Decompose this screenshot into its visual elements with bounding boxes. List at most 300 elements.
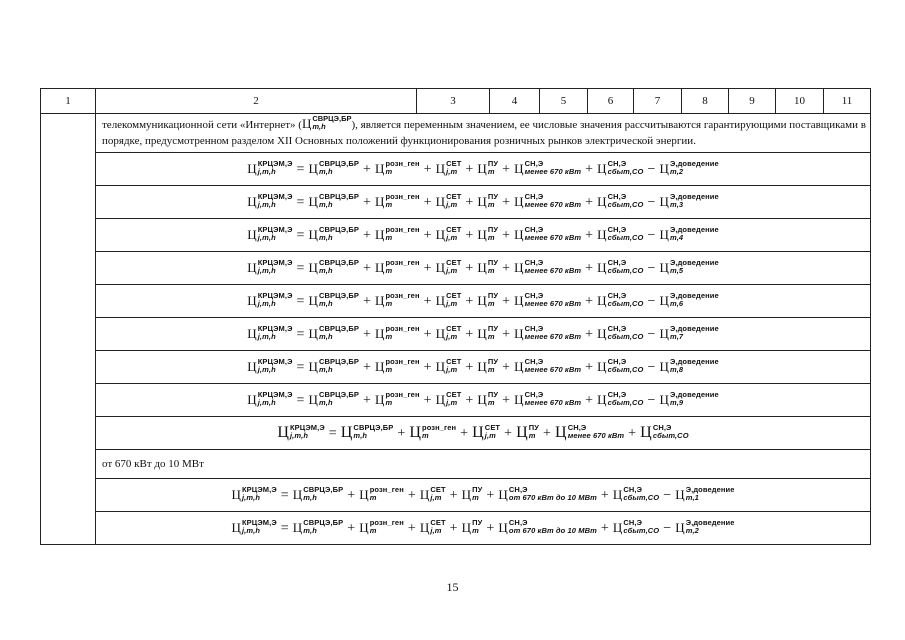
price-letter: Ц [374,392,385,407]
subscript: m,6 [669,299,684,308]
price-formula [247,161,719,178]
price-letter: Ц [308,161,319,176]
price-letter: Ц [659,194,669,209]
superscript: СЕТ [446,192,462,201]
operator: + [585,195,594,210]
subscript: m [487,233,495,242]
price-letter: Ц [340,424,353,441]
superscript: СВРЦЭ,БР [319,357,359,366]
price-letter: Ц [477,392,487,407]
subscript: j,m,h [257,365,276,374]
sales-markup-term [597,260,643,276]
page-number: 15 [446,580,459,594]
wholesale-price-term [309,293,359,309]
price-letter: Ц [514,161,524,176]
price-letter: Ц [435,161,446,176]
operator: = [296,195,305,210]
superscript: СН,Э [524,291,544,300]
operator: + [362,162,371,177]
adjustment-term [659,260,718,276]
subscript: m [385,365,393,374]
operator: − [647,195,656,210]
price-letter: Ц [675,520,685,535]
wholesale-price-term [293,520,343,536]
price-letter: Ц [374,326,385,341]
operator: + [504,426,513,441]
subscript: j,m [446,299,458,308]
intro-text-after: ), является переменным значением, ее числовые значения рассчитываются гарантирующими поставщиками в порядке, предусмотренном разделом XII Основных положений функционирования розничных рынков электрической энергии. [102,119,866,147]
price-letter: Ц [435,359,446,374]
superscript: Э,доведение [685,485,735,494]
wholesale-price-term [309,392,359,408]
operator: + [423,327,432,342]
subscript: сбыт,СО [607,398,644,407]
operator: + [502,261,511,276]
superscript: СЕТ [430,518,446,527]
price-letter: Ц [659,326,669,341]
network-term [420,520,446,536]
column-header-7: 7 [634,89,682,114]
price-letter: Ц [435,293,446,308]
superscript: СН,Э [607,258,627,267]
superscript: Э,доведение [685,518,735,527]
price-formula [232,520,735,537]
price-letter: Ц [308,326,319,341]
price-letter: Ц [659,359,669,374]
operator: + [362,195,371,210]
price-letter: Ц [308,227,319,242]
metering-term [477,359,498,375]
operator: = [280,521,289,536]
superscript: Э,доведение [669,357,719,366]
price-letter: Ц [292,520,303,535]
superscript: ПУ [487,258,499,267]
subscript: m,7 [669,332,684,341]
superscript: КРЦЭМ,Э [290,423,325,432]
price-letter: Ц [308,392,319,407]
operator: + [407,521,416,536]
subscript: j,m,h [257,398,276,407]
retail-generation-term [375,194,420,210]
superscript: СЕТ [446,390,462,399]
retail-generation-term [375,326,420,342]
sales-markup-term [613,487,659,503]
superscript: розн_ген [385,258,420,267]
price-letter: Ц [477,359,487,374]
price-letter: Ц [247,293,257,308]
price-letter: Ц [435,194,446,209]
operator: − [647,294,656,309]
operator: + [423,360,432,375]
superscript: СН,Э [607,324,627,333]
metering-term [462,487,483,503]
subscript: m [422,431,429,440]
operator: + [465,393,474,408]
subscript: m [487,365,495,374]
price-formula [247,194,719,211]
subscript: j,m [446,167,458,176]
price-letter: Ц [374,359,385,374]
subscript: m,h [303,493,317,502]
price-letter: Ц [514,194,524,209]
superscript: СВРЦЭ,БР [319,324,359,333]
superscript: СВРЦЭ,БР [319,258,359,267]
adjustment-term [659,392,718,408]
adjustment-term [659,194,718,210]
price-letter: Ц [612,487,623,502]
superscript: ПУ [487,357,499,366]
subscript: j,m [430,493,442,502]
network-term [436,260,462,276]
price-letter: Ц [498,520,508,535]
superscript: розн_ген [369,518,404,527]
price-letter: Ц [659,260,669,275]
subscript: j,m,h [290,431,309,440]
subscript: m [369,526,377,535]
operator: + [423,195,432,210]
wholesale-price-term [309,161,359,177]
subscript: m,3 [669,200,684,209]
column-header-11: 11 [824,89,871,114]
capacity-category-term [555,424,624,442]
subscript: m,h [319,299,333,308]
column-header-4: 4 [490,89,540,114]
lhs-term [232,520,277,536]
operator: + [585,261,594,276]
price-formula [247,260,719,277]
superscript: СЕТ [446,291,462,300]
price-letter: Ц [374,161,385,176]
price-letter: Ц [675,487,685,502]
column-header-9: 9 [729,89,776,114]
price-formula [247,326,719,343]
price-formula [247,293,719,310]
operator: + [407,488,416,503]
operator: − [647,228,656,243]
price-letter: Ц [640,424,652,441]
price-letter: Ц [612,520,623,535]
operator: + [502,360,511,375]
operator: + [543,426,552,441]
superscript: СН,Э [607,159,627,168]
capacity-category-term [514,161,581,177]
lhs-term [277,424,324,442]
capacity-category-term [498,487,596,503]
superscript: Э,доведение [669,258,719,267]
intro-text-row [41,114,871,153]
superscript: СН,Э [607,192,627,201]
subscript: m [369,493,377,502]
price-letter: Ц [308,293,319,308]
adjustment-term [675,487,734,503]
metering-term [477,392,498,408]
operator: + [347,521,356,536]
operator: + [628,426,637,441]
subscript: j,m,h [257,299,276,308]
subscript: m,5 [669,266,684,275]
network-term [436,326,462,342]
retail-generation-term [359,520,404,536]
subscript: m,4 [669,233,684,242]
subscript: от 670 кВт до 10 МВт [508,526,597,535]
capacity-category-term [514,194,581,210]
operator: + [585,360,594,375]
superscript: ПУ [528,423,540,432]
operator: = [328,426,337,441]
price-letter: Ц [477,227,487,242]
subscript: m [472,526,479,535]
superscript: СН,Э [623,485,643,494]
price-letter: Ц [477,293,487,308]
sales-markup-term [597,359,643,375]
formula-row-5 [41,285,871,318]
price-letter: Ц [659,293,669,308]
subscript: m [385,299,393,308]
superscript: СВРЦЭ,БР [353,423,394,432]
formula-row-10 [41,512,871,545]
price-letter: Ц [247,194,257,209]
price-letter: Ц [435,260,446,275]
subscript: m,h [353,431,368,440]
empty-first-column-cell [41,114,96,545]
subscript: менее 670 кВт [567,431,625,440]
superscript: КРЦЭМ,Э [257,390,293,399]
subscript: j,m [446,332,458,341]
superscript: СН,Э [607,225,627,234]
price-letter: Ц [477,326,487,341]
capacity-category-term [514,293,581,309]
subscript: сбыт,СО [607,365,644,374]
superscript: ПУ [487,291,499,300]
lhs-term [247,194,292,210]
superscript: КРЦЭМ,Э [257,291,293,300]
price-letter: Ц [516,424,528,441]
retail-generation-term [359,487,404,503]
column-header-5: 5 [540,89,588,114]
price-letter: Ц [597,392,607,407]
superscript: розн_ген [385,192,420,201]
price-letter: Ц [435,326,446,341]
retail-generation-term [375,161,420,177]
price-letter: Ц [659,227,669,242]
operator: + [502,393,511,408]
subscript: j,m,h [257,200,276,209]
price-letter: Ц [597,161,607,176]
subscript: j,m [484,431,496,440]
wholesale-price-term [309,227,359,243]
operator: − [663,488,672,503]
retail-generation-term [375,260,420,276]
superscript: ПУ [487,324,499,333]
subscript: менее 670 кВт [524,332,582,341]
price-letter: Ц [659,392,669,407]
subscript: m,h [319,365,333,374]
operator: + [423,162,432,177]
price-letter: Ц [374,194,385,209]
price-formula-without-adjustment [277,424,688,442]
network-term [436,161,462,177]
superscript: розн_ген [422,423,457,432]
superscript: СВРЦЭ,БР [319,192,359,201]
superscript: СН,Э [524,258,544,267]
network-term [436,227,462,243]
wholesale-price-term [309,260,359,276]
subscript: j,m [446,398,458,407]
column-header-1: 1 [41,89,96,114]
superscript: СН,Э [652,423,672,432]
column-header-6: 6 [588,89,634,114]
subscript: менее 670 кВт [524,266,582,275]
price-letter: Ц [514,359,524,374]
superscript: СЕТ [446,258,462,267]
superscript: КРЦЭМ,Э [242,485,277,494]
lhs-term [247,161,292,177]
column-header-2: 2 [96,89,417,114]
operator: + [585,228,594,243]
adjustment-term [659,359,718,375]
operator: + [465,360,474,375]
operator: = [280,488,289,503]
price-letter: Ц [247,326,257,341]
metering-term [477,194,498,210]
superscript: СЕТ [446,324,462,333]
operator: + [423,228,432,243]
sales-markup-term [613,520,659,536]
price-letter: Ц [247,161,257,176]
subscript: m [472,493,479,502]
metering-term [516,424,539,442]
superscript: ПУ [487,192,499,201]
subscript: m [528,431,536,440]
subscript: m,1 [685,493,699,502]
network-term [436,293,462,309]
superscript: Э,доведение [669,390,719,399]
intro-paragraph [96,114,871,153]
operator: − [663,521,672,536]
subscript: m,h [303,526,317,535]
superscript: СН,Э [623,518,643,527]
operator: − [647,162,656,177]
operator: = [296,261,305,276]
price-formula [232,487,735,504]
operator: + [347,488,356,503]
subscript: m,2 [669,167,684,176]
operator: + [449,488,458,503]
subscript: менее 670 кВт [524,398,582,407]
price-letter: Ц [277,424,289,441]
superscript: ПУ [487,159,499,168]
superscript: СН,Э [524,390,544,399]
price-letter: Ц [231,487,241,502]
capacity-category-term [514,227,581,243]
operator: + [502,228,511,243]
superscript: ПУ [487,225,499,234]
subscript: j,m,h [242,526,261,535]
price-letter: Ц [659,161,669,176]
subscript: j,m [430,526,442,535]
operator: + [465,162,474,177]
price-letter: Ц [374,293,385,308]
subscript: m [385,167,393,176]
operator: + [465,228,474,243]
price-letter: Ц [472,424,484,441]
subscript: сбыт,СО [607,167,644,176]
subscript: m,h [319,398,333,407]
operator: + [600,521,609,536]
metering-term [477,260,498,276]
metering-term [462,520,483,536]
operator: + [423,261,432,276]
intro-text-before: телекоммуникационной сети «Интернет» ( [102,119,302,131]
operator: + [486,488,495,503]
capacity-category-term [514,392,581,408]
superscript: КРЦЭМ,Э [257,357,293,366]
superscript: СВРЦЭ,БР [303,485,344,494]
sales-markup-term [597,161,643,177]
column-header-10: 10 [776,89,824,114]
price-letter: Ц [477,194,487,209]
superscript: КРЦЭМ,Э [257,192,293,201]
operator: − [647,261,656,276]
price-letter: Ц [597,194,607,209]
price-letter: Ц [374,227,385,242]
subscript: j,m,h [257,332,276,341]
sales-markup-term [597,227,643,243]
price-letter: Ц [514,326,524,341]
superscript: СН,Э [607,357,627,366]
sales-markup-term [640,424,688,442]
subscript: менее 670 кВт [524,167,582,176]
price-letter: Ц [247,227,257,242]
price-formula [247,392,719,409]
subscript: сбыт,СО [623,493,660,502]
column-header-8: 8 [682,89,729,114]
subscript: сбыт,СО [607,266,644,275]
superscript: Э,доведение [669,291,719,300]
subscript: j,m,h [257,233,276,242]
price-letter: Ц [555,424,567,441]
price-letter: Ц [419,487,430,502]
price-letter: Ц [597,260,607,275]
superscript: Э,доведение [669,159,719,168]
superscript: СВРЦЭ,БР [319,390,359,399]
column-header-3: 3 [417,89,490,114]
superscript: СН,Э [607,390,627,399]
price-letter: Ц [597,293,607,308]
superscript: Э,доведение [669,192,719,201]
adjustment-term [659,227,718,243]
metering-term [477,326,498,342]
operator: + [460,426,469,441]
price-letter: Ц [597,359,607,374]
superscript: ПУ [472,485,483,494]
subscript: m,h [319,332,333,341]
operator: + [600,488,609,503]
subscript: m [487,398,495,407]
price-letter: Ц [514,227,524,242]
superscript: КРЦЭМ,Э [242,518,277,527]
operator: + [362,327,371,342]
superscript: СН,Э [524,324,544,333]
subscript: m,h [319,233,333,242]
price-letter: Ц [359,487,369,502]
capacity-category-term [514,260,581,276]
subscript: менее 670 кВт [524,200,582,209]
operator: + [585,162,594,177]
operator: + [465,327,474,342]
subscript: m,9 [669,398,684,407]
superscript: СЕТ [430,485,446,494]
